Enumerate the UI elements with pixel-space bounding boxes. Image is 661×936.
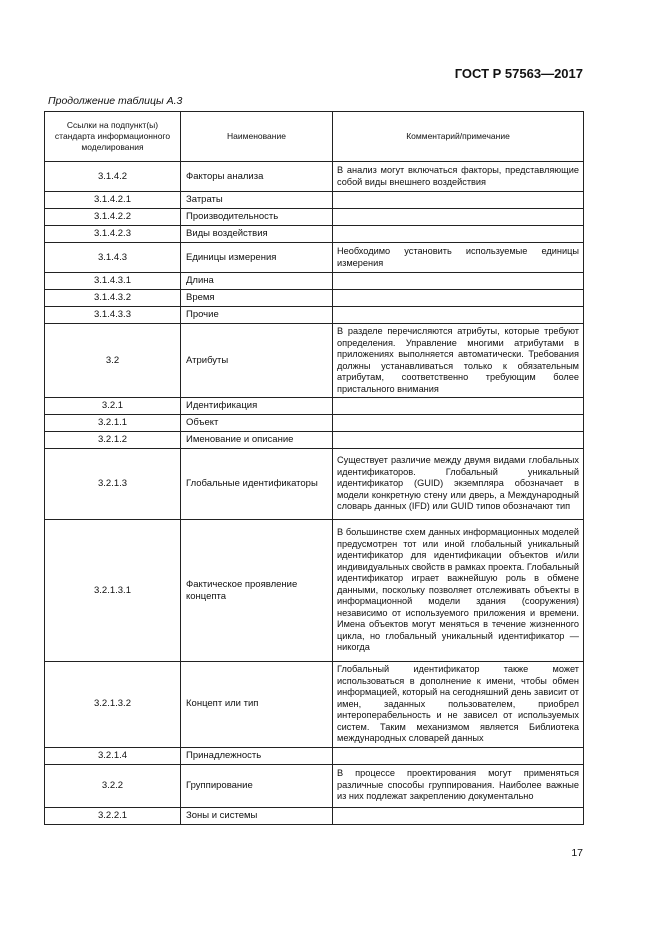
table-row — [45, 432, 584, 449]
row-name: Виды воздействия — [181, 226, 333, 243]
row-comment — [333, 226, 584, 243]
row-reference: 3.2.2 — [45, 764, 181, 807]
row-name: Прочие — [181, 307, 333, 324]
table-header-row — [45, 112, 584, 162]
row-name: Концепт или тип — [181, 662, 333, 748]
row-reference: 3.2 — [45, 324, 181, 398]
row-comment — [333, 209, 584, 226]
table-row — [45, 747, 584, 764]
row-comment — [333, 747, 584, 764]
row-name: Факторы анализа — [181, 162, 333, 192]
row-comment: Необходимо установить используемые единицы измерения — [333, 243, 584, 273]
table-row — [45, 307, 584, 324]
row-name: Атрибуты — [181, 324, 333, 398]
table-row — [45, 273, 584, 290]
row-comment — [333, 273, 584, 290]
row-comment: В большинстве схем данных информационных моделей предусмотрен тот или иной глобальный уникальный идентификатор для идентификации объектов и/или индивидуальных свойств в рамках проекта. Глобальный идентификатор играет важнейшую роль в обмене данными, поскольку позволяет отслеживать объекты в информационной модели здания (сооружения) независимо от используемого приложения и времени. Имена объектов могут меняться в течение жизненного цикла, но глобальный уникальный идентификатор — никогда — [333, 520, 584, 662]
row-reference: 3.2.2.1 — [45, 807, 181, 824]
table-caption: Продолжение таблицы А.3 — [48, 95, 183, 107]
row-comment — [333, 290, 584, 307]
row-name: Объект — [181, 415, 333, 432]
row-comment — [333, 807, 584, 824]
row-reference: 3.1.4.3.2 — [45, 290, 181, 307]
row-comment: В процессе проектирования могут применяться различные способы группирования. Наиболее важные из них подлежат закреплению документально — [333, 764, 584, 807]
row-reference: 3.1.4.2.3 — [45, 226, 181, 243]
page-number: 17 — [571, 847, 583, 859]
table-row — [45, 324, 584, 398]
row-reference: 3.1.4.3.1 — [45, 273, 181, 290]
row-reference: 3.2.1.1 — [45, 415, 181, 432]
row-comment: Глобальный идентификатор также может использоваться в дополнение к имени, чтобы обмен информацией, который на сегодняшний день зависит от имен, заданных пользователем, приобрел интероперабельность и не зависел от используемых систем. Таким механизмом является Библиотека международных словарей данных — [333, 662, 584, 748]
row-reference: 3.2.1.3.2 — [45, 662, 181, 748]
row-name: Зоны и системы — [181, 807, 333, 824]
standard-header: ГОСТ Р 57563—2017 — [454, 66, 583, 81]
row-reference: 3.1.4.3.3 — [45, 307, 181, 324]
row-name: Фактическое проявление концепта — [181, 520, 333, 662]
row-name: Длина — [181, 273, 333, 290]
row-name: Группирование — [181, 764, 333, 807]
row-comment: В анализ могут включаться факторы, представляющие собой виды внешнего воздействия — [333, 162, 584, 192]
table-body — [45, 162, 584, 825]
table-row — [45, 226, 584, 243]
column-header-comment: Комментарий/примечание — [333, 112, 584, 162]
row-comment: Существует различие между двумя видами глобальных идентификаторов. Глобальный уникальный идентификатор (GUID) экземпляра обозначает в модели конкретную стену или дверь, а Международный словарь данных (IFD) или GUID типов обозначают тип — [333, 449, 584, 520]
row-name: Время — [181, 290, 333, 307]
table-row — [45, 807, 584, 824]
table-row — [45, 764, 584, 807]
row-reference: 3.2.1.4 — [45, 747, 181, 764]
table-row — [45, 398, 584, 415]
row-name: Именование и описание — [181, 432, 333, 449]
row-comment — [333, 307, 584, 324]
table-row — [45, 415, 584, 432]
row-reference: 3.1.4.3 — [45, 243, 181, 273]
row-comment — [333, 432, 584, 449]
table-row — [45, 243, 584, 273]
row-reference: 3.1.4.2.1 — [45, 192, 181, 209]
row-reference: 3.2.1.3.1 — [45, 520, 181, 662]
row-name: Идентификация — [181, 398, 333, 415]
table-row — [45, 290, 584, 307]
requirements-table — [44, 111, 584, 825]
row-comment — [333, 398, 584, 415]
row-name: Единицы измерения — [181, 243, 333, 273]
row-reference: 3.1.4.2.2 — [45, 209, 181, 226]
table-row — [45, 520, 584, 662]
row-name: Затраты — [181, 192, 333, 209]
column-header-name: Наименование — [181, 112, 333, 162]
row-reference: 3.2.1.3 — [45, 449, 181, 520]
row-comment: В разделе перечисляются атрибуты, которые требуют определения. Управление многими атрибутами в приложениях выполняется автоматически. Требования должны устанавливаться только к обязательным атрибутам, соответственно требующим более пристального внимания — [333, 324, 584, 398]
column-header-reference: Ссылки на подпункт(ы) стандарта информационного моделирования — [45, 112, 181, 162]
row-comment — [333, 415, 584, 432]
table-row — [45, 162, 584, 192]
row-reference: 3.2.1.2 — [45, 432, 181, 449]
table-row — [45, 449, 584, 520]
table-row — [45, 192, 584, 209]
table-row — [45, 209, 584, 226]
row-name: Глобальные идентификаторы — [181, 449, 333, 520]
table-row — [45, 662, 584, 748]
row-name: Принадлежность — [181, 747, 333, 764]
row-reference: 3.1.4.2 — [45, 162, 181, 192]
row-reference: 3.2.1 — [45, 398, 181, 415]
row-name: Производительность — [181, 209, 333, 226]
row-comment — [333, 192, 584, 209]
